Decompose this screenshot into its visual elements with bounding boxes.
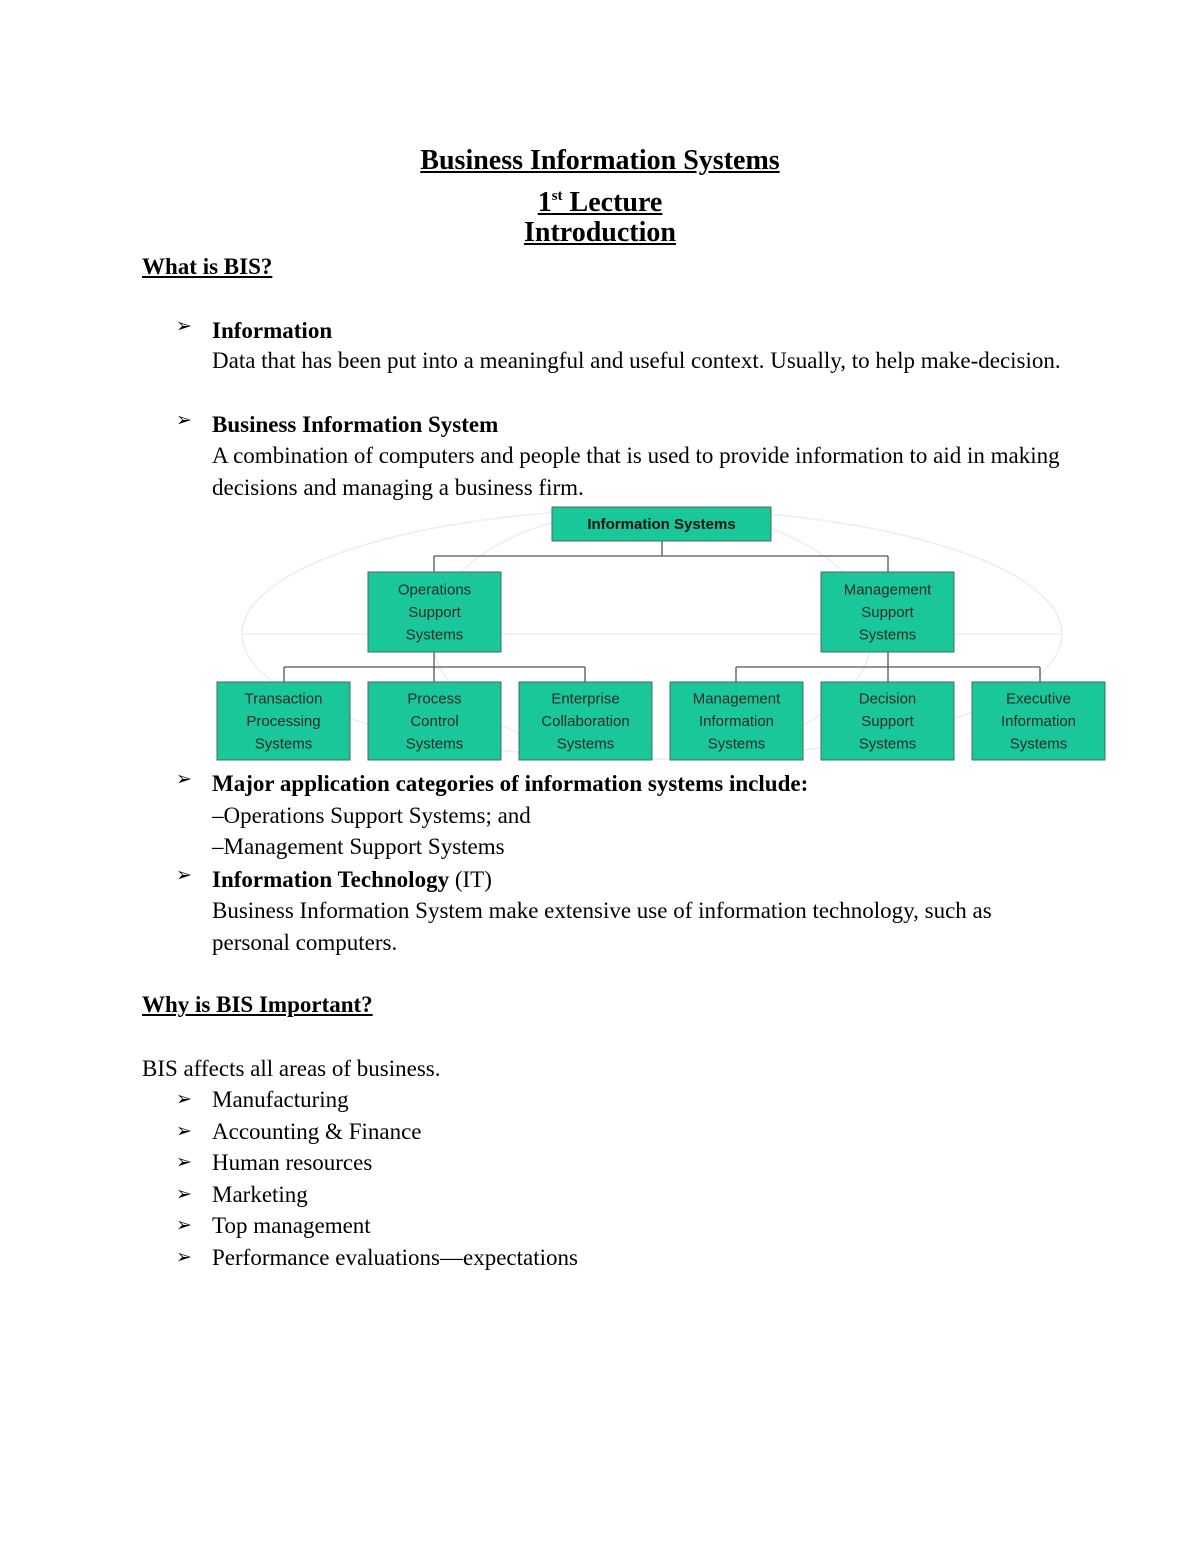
leaf-box-2: [519, 682, 652, 760]
leaf-box-1: [368, 682, 501, 760]
leaf-box-3: [670, 682, 803, 760]
leaf-box-5-label: Information: [1000, 713, 1077, 730]
mid-box-1-label: Systems: [858, 626, 917, 644]
diagram-svg: [212, 504, 1112, 766]
arrow-bullet-icon: ➢: [176, 1088, 192, 1110]
bullet-text: A combination of computers and people that is used to provide information to aid in making decisions and managing a business firm.: [212, 443, 1060, 500]
mid-box-0: [368, 572, 501, 652]
root-box-information-systems: [552, 507, 771, 541]
leaf-box-5: [972, 682, 1105, 760]
arrow-bullet-icon: ➢: [176, 409, 192, 431]
leaf-box-5-label: Systems: [1009, 735, 1068, 753]
leaf-box-4-label: Decision: [858, 690, 917, 708]
leaf-box-4: [821, 682, 954, 760]
bullet-line-management: –Management Support Systems: [212, 834, 505, 859]
bullet-title-suffix: (IT): [449, 867, 492, 892]
section2-intro: BIS affects all areas of business.: [142, 1056, 441, 1081]
leaf-box-4-label: Systems: [858, 735, 917, 753]
arrow-bullet-icon: ➢: [176, 1182, 192, 1205]
mid-box-1: [821, 572, 954, 652]
list-item-text: Performance evaluations—expectations: [212, 1244, 578, 1270]
leaf-box-1-label: Systems: [405, 735, 464, 753]
bullet-line-operations: –Operations Support Systems; and: [212, 803, 531, 828]
leaf-box-0-label: Transaction: [244, 690, 323, 708]
leaf-box-1-label: Control: [410, 713, 459, 730]
bullet-text: Data that has been put into a meaningful and useful context. Usually, to help make-decision.: [212, 348, 1061, 373]
information-systems-diagram: [212, 504, 1112, 766]
list-item-text: Accounting & Finance: [212, 1118, 422, 1144]
bullet-title-main: Information Technology: [212, 867, 450, 892]
mid-box-1-label: Support: [861, 604, 914, 621]
list-item-text: Top management: [212, 1213, 371, 1239]
leaf-box-0: [217, 682, 350, 760]
arrow-bullet-icon: ➢: [176, 1245, 192, 1268]
lecture-word: Lecture: [562, 187, 663, 218]
leaf-box-2-label: Systems: [556, 735, 615, 753]
leaf-box-3-label: Management: [692, 690, 781, 708]
leaf-box-2-label: Collaboration: [541, 713, 630, 730]
doc-title: Business Information Systems: [420, 145, 780, 176]
lecture-ordinal-suffix: st: [551, 188, 563, 204]
list-item-text: Manufacturing: [212, 1087, 349, 1112]
mid-box-0-label: Systems: [405, 626, 464, 644]
mid-box-1-label: Management: [843, 581, 932, 599]
leaf-box-0-label: Systems: [254, 735, 313, 753]
root-box-information-systems-label: Information Systems: [587, 516, 736, 533]
leaf-box-0-label: Processing: [246, 713, 321, 730]
bullet-title: Business Information System: [212, 412, 499, 437]
bullet-text: Business Information System make extensive use of information technology, such as personal computers.: [212, 898, 992, 955]
lecture-ordinal: 1: [537, 187, 552, 218]
leaf-box-5-label: Executive: [1005, 690, 1072, 708]
bullet-title: Information: [212, 318, 333, 343]
leaf-box-1-label: Process: [407, 690, 462, 708]
arrow-bullet-icon: ➢: [176, 1151, 192, 1174]
leaf-box-3-label: Systems: [707, 735, 766, 753]
leaf-box-3-label: Information: [698, 713, 775, 730]
mid-box-0-label: Operations: [397, 581, 472, 599]
arrow-bullet-icon: ➢: [176, 1119, 192, 1142]
list-item-text: Marketing: [212, 1181, 308, 1207]
section-heading-what-is-bis: What is BIS?: [142, 254, 273, 279]
bullet-title: [212, 864, 492, 895]
leaf-box-2-label: Enterprise: [551, 690, 620, 708]
leaf-box-4-label: Support: [861, 713, 914, 730]
section-heading-why-important: Why is BIS Important?: [142, 992, 373, 1017]
arrow-bullet-icon: ➢: [176, 768, 192, 790]
arrow-bullet-icon: ➢: [176, 1214, 192, 1237]
arrow-bullet-icon: ➢: [176, 864, 192, 886]
bullet-title: Major application categories of information systems include:: [212, 771, 809, 796]
arrow-bullet-icon: ➢: [176, 315, 192, 337]
list-item-text: Human resources: [212, 1150, 373, 1176]
doc-subtitle: Introduction: [524, 217, 676, 248]
mid-box-0-label: Support: [408, 604, 461, 621]
